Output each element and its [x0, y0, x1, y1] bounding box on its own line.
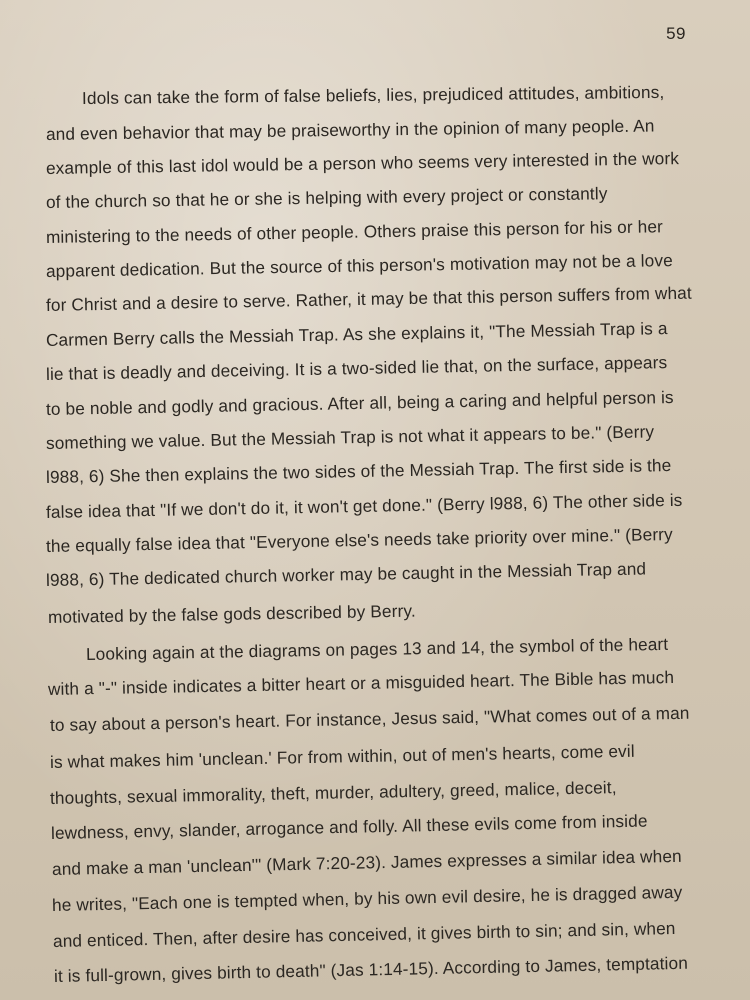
text-line: ministering to the needs of other people. Others praise this person for his or her	[45, 216, 664, 247]
text-line: of the church so that he or she is helping with every project or constantly	[45, 183, 608, 212]
text-line: and make a man 'unclean'" (Mark 7:20-23). James expresses a similar idea when	[51, 845, 682, 879]
text-line: and even behavior that may be praiseworthy in the opinion of many people. An	[45, 115, 655, 144]
text-line: and enticed. Then, after desire has conceived, it gives birth to sin; and sin, when	[52, 917, 676, 951]
text-line: he writes, "Each one is tempted when, by his own evil desire, he is dragged away	[51, 881, 683, 915]
text-line: something we value. But the Messiah Trap is not what it appears to be." (Berry	[45, 421, 655, 453]
text-line: l988, 6) The dedicated church worker may be caught in the Messiah Trap and	[45, 558, 647, 590]
text-line: to say about a person's heart. For instance, Jesus said, "What comes out of a man	[49, 702, 690, 735]
text-line: with a "-" inside indicates a bitter heart or a misguided heart. The Bible has much	[47, 666, 675, 699]
text-line: for Christ and a desire to serve. Rather, it may be that this person suffers from what	[45, 282, 693, 315]
text-line: false idea that "If we don't do it, it won't get done." (Berry l988, 6) The other side is	[45, 489, 683, 522]
text-line: thoughts, sexual immorality, theft, murder, adultery, greed, malice, deceit,	[49, 777, 617, 808]
text-line: l988, 6) She then explains the two sides of the Messiah Trap. The first side is the	[45, 454, 672, 487]
text-line: apparent dedication. But the source of this person's motivation may not be a love	[45, 250, 673, 281]
text-line: Idols can take the form of false beliefs, lies, prejudiced attitudes, ambitions,	[81, 81, 665, 108]
text-line: lewdness, envy, slander, arrogance and folly. All these evils come from inside	[50, 810, 648, 843]
text-line: lie that is deadly and deceiving. It is a two-sided lie that, on the surface, appears	[45, 352, 668, 384]
text-line: Looking again at the diagrams on pages 13 and 14, the symbol of the heart	[85, 633, 669, 664]
text-line: the equally false idea that "Everyone else's needs take priority over mine." (Berry	[45, 523, 674, 556]
text-line: example of this last idol would be a person who seems very interested in the work	[45, 148, 680, 178]
text-line: Carmen Berry calls the Messiah Trap. As she explains it, "The Messiah Trap is a	[45, 318, 668, 350]
text-line: to be noble and godly and gracious. After all, being a caring and helpful person is	[45, 386, 674, 419]
text-line: it is full-grown, gives birth to death" (Jas 1:14-15). According to James, temptation	[53, 952, 689, 986]
text-line: motivated by the false gods described by Berry.	[47, 600, 416, 627]
text-line: is what makes him 'unclean.' For from within, out of men's hearts, come evil	[49, 740, 635, 772]
page-number: 59	[666, 24, 686, 43]
